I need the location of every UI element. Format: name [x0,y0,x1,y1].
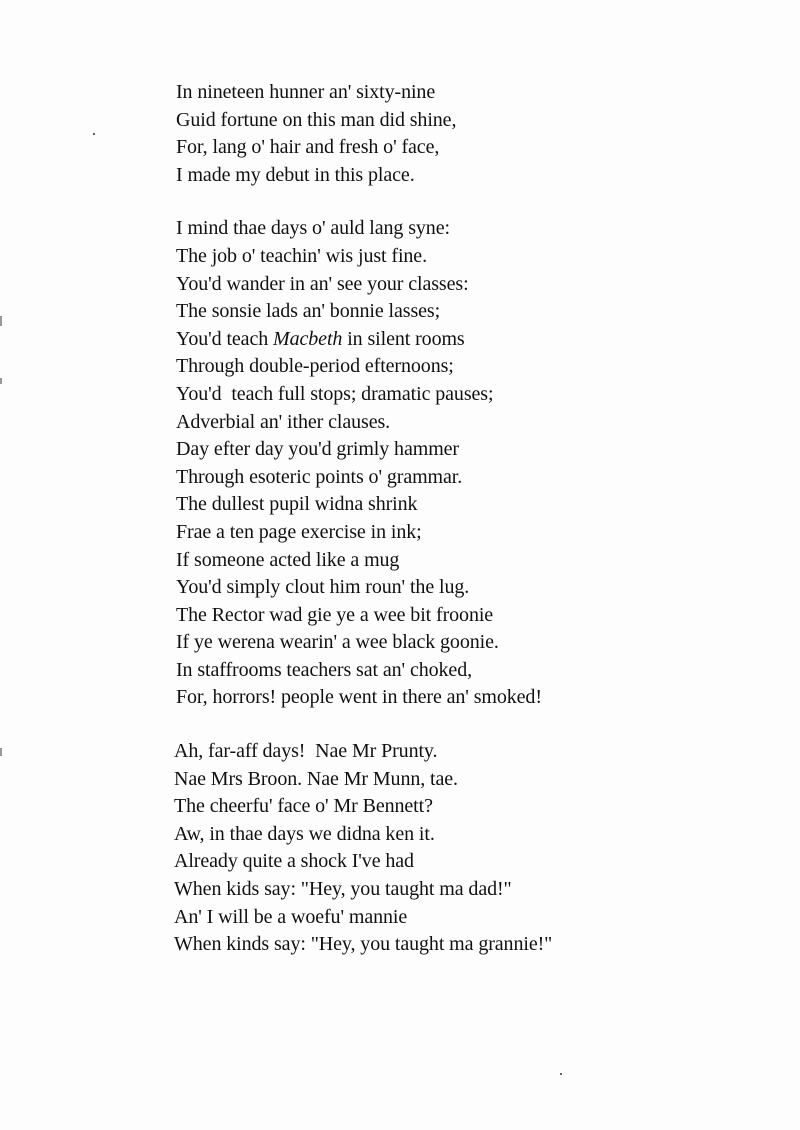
scan-speck [93,133,95,135]
poem-line: For, horrors! people went in there an' smoked! [176,686,542,709]
poem-line: An' I will be a woefu' mannie [174,905,408,928]
poem-line: When kids say: "Hey, you taught ma dad!" [174,878,512,901]
poem-line: If someone acted like a mug [176,548,400,571]
scan-speck [560,1073,562,1075]
poem-line: If ye werena wearin' a wee black goonie. [176,631,499,654]
poem-line: Nae Mrs Broon. Nae Mr Munn, tae. [174,767,458,790]
scan-edge-mark [0,748,2,756]
stanza-3 [176,738,552,959]
poem-line: The dullest pupil widna shrink [176,493,418,516]
poem-line: Ah, far-aff days! Nae Mr Prunty. [174,740,438,763]
poem-line-start: You'd teach [176,327,274,350]
macbeth-title: Macbeth [273,327,343,350]
stanza-gap [176,712,552,738]
poem-line: I mind thae days o' auld lang syne: [176,217,450,240]
poem-line: When kinds say: "Hey, you taught ma grannie!" [174,933,553,956]
poem-line: The cheerfu' face o' Mr Bennett? [174,795,433,818]
poem-line: Already quite a shock I've had [174,850,414,873]
poem-line: Aw, in thae days we didna ken it. [174,822,435,845]
stanza-gap [176,189,552,215]
poem-line: In staffrooms teachers sat an' choked, [176,658,472,681]
poem-line: Through double-period efternoons; [176,355,454,378]
poem-line: In nineteen hunner an' sixty-nine [176,81,436,103]
poem-line: You'd wander in an' see your classes: [176,272,469,295]
poem [176,79,552,959]
stanza-2 [176,215,552,712]
poem-line-end: in silent rooms [342,327,465,350]
poem-line: Frae a ten page exercise in ink; [176,520,422,543]
scan-edge-mark [0,316,2,326]
poem-line: I made my debut in this place. [176,163,415,186]
poem-line: The Rector wad gie ye a wee bit froonie [176,603,494,626]
poem-line: Guid fortune on this man did shine, [176,108,457,131]
poem-line: For, lang o' hair and fresh o' face, [176,136,440,159]
poem-line: You'd teach full stops; dramatic pauses; [176,382,494,405]
poem-line: Adverbial an' ither clauses. [176,410,391,433]
poem-line-macbeth [176,326,552,354]
stanza-1 [176,79,552,189]
poem-line: Day efter day you'd grimly hammer [176,438,459,461]
poem-line: You'd simply clout him roun' the lug. [176,576,470,599]
poem-line: The job o' teachin' wis just fine. [176,244,427,267]
scan-edge-mark [0,378,2,384]
poem-line: Through esoteric points o' grammar. [176,465,463,488]
poem-line: The sonsie lads an' bonnie lasses; [176,300,441,323]
